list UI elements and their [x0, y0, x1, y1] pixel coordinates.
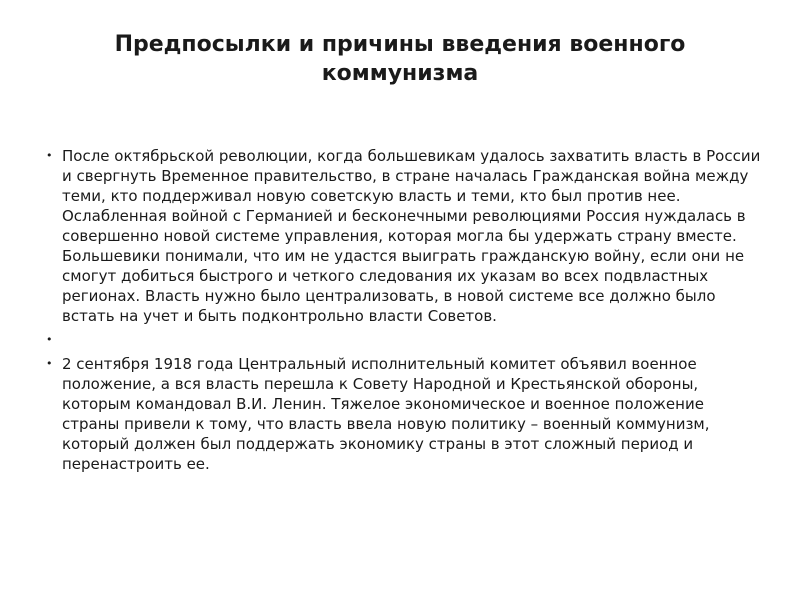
- bullet-text-1: После октябрьской революции, когда большевикам удалось захватить власть в России и свергнуть Временное правительство, в стране началась Гражданская война между теми, кто поддерживал новую советскую власть и теми, кто был против нее. Ослабленная войной с Германией и бесконечными революциями Россия нуждалась в совершенно новой системе управления, которая могла бы удержать страну вместе. Большевики понимали, что им не удастся выиграть гражданскую войну, если они не смогут добиться быстрого и четкого следования их указам во всех подвластных регионах. Власть нужно было централизовать, в новой системе все должно было встать на учет и быть подконтрольно власти Советов.: [62, 147, 761, 325]
- bullet-item-3: [44, 354, 764, 474]
- slide-title: Предпосылки и причины введения военного коммунизма: [114, 32, 686, 86]
- bullet-item-1: [44, 146, 764, 326]
- bullet-dot-icon: •: [46, 149, 53, 162]
- bullet-dot-icon: •: [46, 333, 53, 346]
- bullet-list: [44, 146, 764, 478]
- bullet-dot-icon: •: [46, 357, 53, 370]
- bullet-text-3: 2 сентября 1918 года Центральный исполнительный комитет объявил военное положение, а вся власть перешла к Совету Народной и Крестьянской обороны, которым командовал В.И. Ленин. Тяжелое экономическое и военное положение страны привели к тому, что власть ввела новую политику – военный коммунизм, который должен был поддержать экономику страны в этот сложный период и перенастроить ее.: [62, 355, 710, 473]
- bullet-item-2: [44, 330, 764, 350]
